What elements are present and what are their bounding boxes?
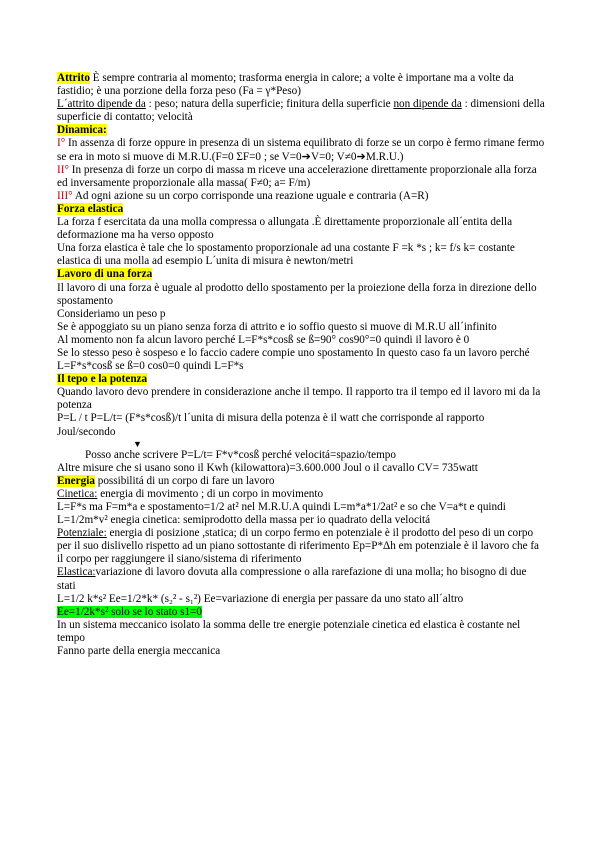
cinetica-label: Cinetica:: [57, 487, 98, 500]
cinetica-formula: L=F*s ma F=m*a e spostamento=1/2 at² nel M.R.U.A quindi L=m*a*1/2at² e so che V=a*t e quindi L=1/2m*v² enegia cinetica: semiprodotto della massa per io quadrato della velocitá: [57, 501, 506, 527]
cinetica-paragraph: [57, 488, 545, 501]
potenziale-label: Potenziale:: [57, 527, 107, 540]
law3-text: Ad ogni azione su un corpo corrisponde una reazione uguale e contraria (A=R): [72, 189, 429, 202]
lavoro-line1: Il lavoro di una forza è uguale al prodotto dello spostamento per la proiezione della forza in direzione dello spostamento: [57, 281, 537, 307]
forza-elastica-line2: Una forza elastica è tale che lo spostamento proporzionale ad una costante F =k *s ; k= f/s k= costante elastica di una molla ad esempio L´unita di misura è newton/metri: [57, 242, 515, 268]
elastica-highlight-line: [57, 606, 545, 619]
non-dipende-text: : dimensioni della superficie di contatto; velocità: [57, 98, 545, 124]
forza-elastica-line1: La forza f esercitata da una molla compressa o allungata .È direttamente proporzionale all´entita della deformazione ma ha verso opposto: [57, 216, 513, 242]
potenza-line1: Quando lavoro devo prendere in considerazione anche il tempo. Il rapporto tra il tempo ed il lavoro mi da la potenza: [57, 386, 541, 412]
elastica-text: variazione di lavoro dovuta alla compressione o alla rarefazione di una molla; ho bisogno di due stati: [57, 566, 527, 592]
attrito-text: È sempre contraria al momento; trasforma energia in calore; a volte è importane ma a volte da fastidio; è una porzione della forza peso (Fa = γ*Peso): [57, 72, 514, 98]
potenziale-paragraph: [57, 527, 545, 566]
potenza-heading: Il tepo e la potenza: [57, 373, 148, 386]
energia-paragraph: [57, 475, 545, 488]
law2-number: II°: [57, 163, 69, 176]
lavoro-line2: Consideriamo un peso p: [57, 307, 166, 320]
attrito-heading: Attrito: [57, 72, 90, 84]
lavoro-heading: Lavoro di una forza: [57, 268, 153, 281]
lavoro-heading-line: [57, 268, 545, 281]
law3-number: III°: [57, 189, 73, 202]
attrito-paragraph: [57, 72, 545, 98]
lavoro-line4: Al momento non fa alcun lavoro perché L=F*s*cosß se ß=90° cos90°=0 quindi il lavoro è 0: [57, 333, 470, 346]
potenza-heading-line: [57, 373, 545, 386]
law1-number: I°: [57, 137, 66, 150]
elastica-label: Elastica:: [57, 566, 96, 579]
conclusione-line2: Fanno parte della energia meccanica: [57, 645, 221, 658]
cinetica-text: energia di movimento ; di un corpo in movimento: [97, 487, 324, 500]
lavoro-line3: Se è appoggiato su un piano senza forza di attrito e io soffio questo si muove di M.R.U all´infinito: [57, 320, 497, 333]
dipende-label: L´attrito dipende da: [57, 98, 146, 111]
law1-paragraph: [57, 137, 545, 163]
lavoro-line5: Se lo stesso peso è sospeso e lo faccio cadere compie uno spostamento In questo caso fa un lavoro perché: [57, 346, 530, 359]
forza-elastica-heading-line: [57, 203, 545, 216]
forza-elastica-heading: Forza elastica: [57, 202, 124, 215]
potenza-line2: P=L / t P=L/t= (F*s*cosß)/t l´unita di misura della potenza è il watt che corrisponde al rapporto Joul/secondo: [57, 412, 485, 438]
energia-heading: Energia: [57, 474, 95, 487]
elastica-highlight: Ee=1/2k*s² solo se lo stato s1=0: [57, 605, 202, 618]
law3-paragraph: [57, 190, 545, 203]
law1-text: In assenza di forze oppure in presenza di un sistema equilibrato di forze se un corpo è fermo rimane fermo se era in moto si muove di M.R.U.(F=0 ΣF=0 ; se V=0➔V=0; V≠0➔M.R.U.): [57, 137, 545, 163]
attrito-dipende-paragraph: [57, 98, 545, 124]
dinamica-heading: Dinamica:: [57, 124, 107, 137]
potenziale-text: energia di posizione ,statica; di un corpo fermo en potenziale è il prodotto del peso di un corpo per il suo dislivello rispetto ad un piano sottostante di riferimento Ep=P*Δh em potenziale è il lavoro che fa il corpo per raggiungere il siano/sistema di riferimento: [57, 527, 540, 566]
down-arrow-icon: ▼: [133, 438, 142, 449]
conclusione-line1: In un sistema meccanico isolato la somma delle tre energie potenziale cinetica ed elastica è costante nel tempo: [57, 618, 521, 644]
dinamica-heading-line: [57, 124, 545, 137]
law2-paragraph: [57, 164, 545, 190]
lavoro-line6: L=F*s*cosß se ß=0 cos0=0 quindi L=F*s: [57, 360, 244, 373]
dipende-text: : peso; natura della superficie; finitura della superficie: [145, 98, 394, 111]
document-page: [57, 72, 545, 658]
potenza-line4: Altre misure che si usano sono il Kwh (kilowattora)=3.600.000 Joul o il cavallo CV= 735watt: [57, 461, 478, 474]
potenza-line3: Posso anche scrivere P=L/t= F*v*cosß perché velocitá=spazio/tempo: [85, 448, 396, 461]
energia-intro: possibilitá di un corpo di fare un lavoro: [94, 474, 275, 487]
elastica-formula: L=1/2 k*s² Ee=1/2*k* (s₂² - s₁²) Ee=variazione di energia per passare da uno stato all´altro: [57, 592, 464, 605]
law2-text: In presenza di forze un corpo di massa m riceve una accelerazione direttamente proporzionale alla forza ed inversamente proporzionale alla massa( F≠0; a= F/m): [57, 163, 537, 189]
elastica-paragraph: [57, 566, 545, 592]
potenza-arrow: [57, 439, 545, 449]
non-dipende-label: non dipende da: [393, 98, 462, 111]
